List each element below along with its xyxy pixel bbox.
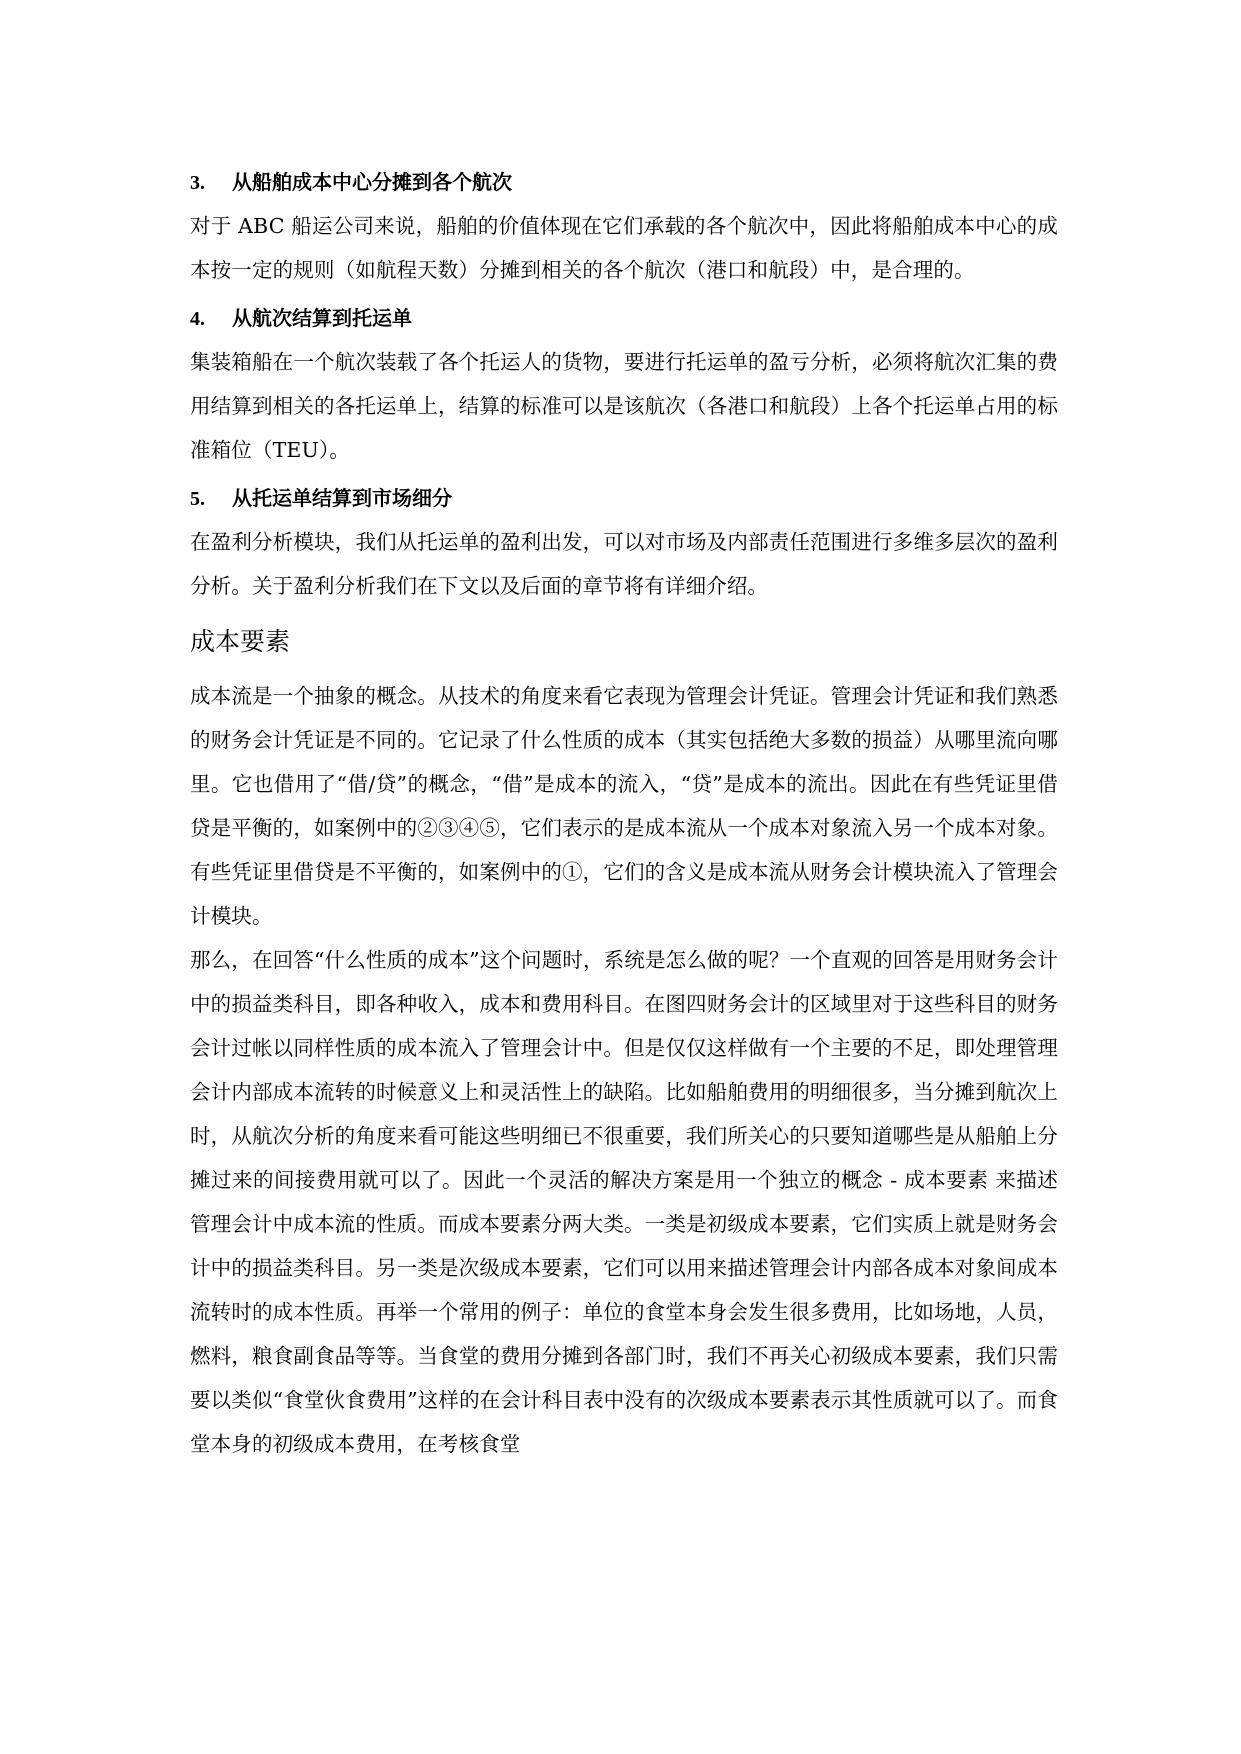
section-number: 3. xyxy=(190,172,205,194)
section-title: 从船舶成本中心分摊到各个航次 xyxy=(232,170,512,194)
page-content xyxy=(190,160,1058,1466)
cost-elements-paragraph-1: 成本流是一个抽象的概念。从技术的角度来看它表现为管理会计凭证。管理会计凭证和我们熟悉的财务会计凭证是不同的。它记录了什么性质的成本（其实包括绝大多数的损益）从哪里流向哪里。它也借用了“借/贷”的概念，“借”是成本的流入，“贷”是成本的流出。因此在有些凭证里借贷是平衡的，如案例中的②③④⑤，它们表示的是成本流从一个成本对象流入另一个成本对象。有些凭证里借贷是不平衡的，如案例中的①，它们的含义是成本流从财务会计模块流入了管理会计模块。 xyxy=(190,684,1058,928)
section-heading-5 xyxy=(190,476,1058,520)
section-number: 5. xyxy=(190,488,205,510)
section-body-3: 对于 ABC 船运公司来说，船舶的价值体现在它们承载的各个航次中，因此将船舶成本中心的成本按一定的规则（如航程天数）分摊到相关的各个航次（港口和航段）中，是合理的。 xyxy=(190,214,1058,282)
section-heading-4 xyxy=(190,296,1058,340)
cost-elements-paragraph-2: 那么，在回答“什么性质的成本”这个问题时，系统是怎么做的呢？一个直观的回答是用财务会计中的损益类科目，即各种收入，成本和费用科目。在图四财务会计的区域里对于这些科目的财务会计过帐以同样性质的成本流入了管理会计中。但是仅仅这样做有一个主要的不足，即处理管理会计内部成本流转的时候意义上和灵活性上的缺陷。比如船舶费用的明细很多，当分摊到航次上时，从航次分析的角度来看可能这些明细已不很重要，我们所关心的只要知道哪些是从船舶上分摊过来的间接费用就可以了。因此一个灵活的解决方案是用一个独立的概念 - 成本要素 来描述管理会计中成本流的性质。而成本要素分两大类。一类是初级成本要素，它们实质上就是财务会计中的损益类科目。另一类是次级成本要素，它们可以用来描述管理会计内部各成本对象间成本流转时的成本性质。再举一个常用的例子：单位的食堂本身会发生很多费用，比如场地，人员，燃料，粮食副食品等等。当食堂的费用分摊到各部门时，我们不再关心初级成本要素，我们只需要以类似“食堂伙食费用”这样的在会计科目表中没有的次级成本要素表示其性质就可以了。而食堂本身的初级成本费用，在考核食堂 xyxy=(190,948,1058,1456)
section-number: 4. xyxy=(190,308,205,330)
section-body-5: 在盈利分析模块，我们从托运单的盈利出发，可以对市场及内部责任范围进行多维多层次的盈利分析。关于盈利分析我们在下文以及后面的章节将有详细介绍。 xyxy=(190,530,1058,598)
section-body-4: 集装箱船在一个航次装载了各个托运人的货物，要进行托运单的盈亏分析，必须将航次汇集的费用结算到相关的各托运单上，结算的标准可以是该航次（各港口和航段）上各个托运单占用的标准箱位（TEU）。 xyxy=(190,350,1058,462)
section-title: 从托运单结算到市场细分 xyxy=(232,486,452,510)
section-heading-3 xyxy=(190,160,1058,204)
section-title: 从航次结算到托运单 xyxy=(232,306,412,330)
cost-elements-heading: 成本要素 xyxy=(190,627,291,656)
